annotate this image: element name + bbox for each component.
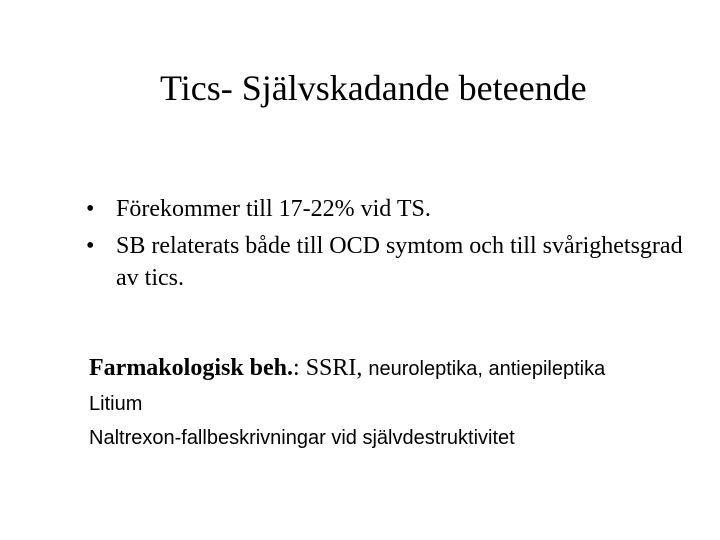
pharmacology-label: Farmakologisk beh.	[89, 355, 294, 381]
bullet-item	[86, 230, 686, 294]
bullet-marker: •	[86, 196, 95, 222]
litium-line: Litium	[89, 393, 143, 415]
slide-title: Tics- Självskadande beteende	[160, 68, 587, 108]
bullet-marker: •	[86, 233, 95, 259]
pharmacology-ssri: SSRI,	[305, 355, 369, 381]
bullet-text: SB relaterats både till OCD symtom och till svårighetsgrad av tics.	[116, 233, 683, 291]
bullet-text: Förekommer till 17-22% vid TS.	[116, 196, 431, 222]
pharmacology-separator: :	[293, 355, 306, 381]
pharmacology-drugs: neuroleptika, antiepileptika	[368, 358, 606, 380]
naltrexon-line: Naltrexon-fallbeskrivningar vid självdestruktivitet	[89, 427, 515, 449]
pharmacology-line	[89, 350, 605, 389]
bullet-list	[86, 193, 686, 294]
bullet-item	[86, 193, 686, 225]
